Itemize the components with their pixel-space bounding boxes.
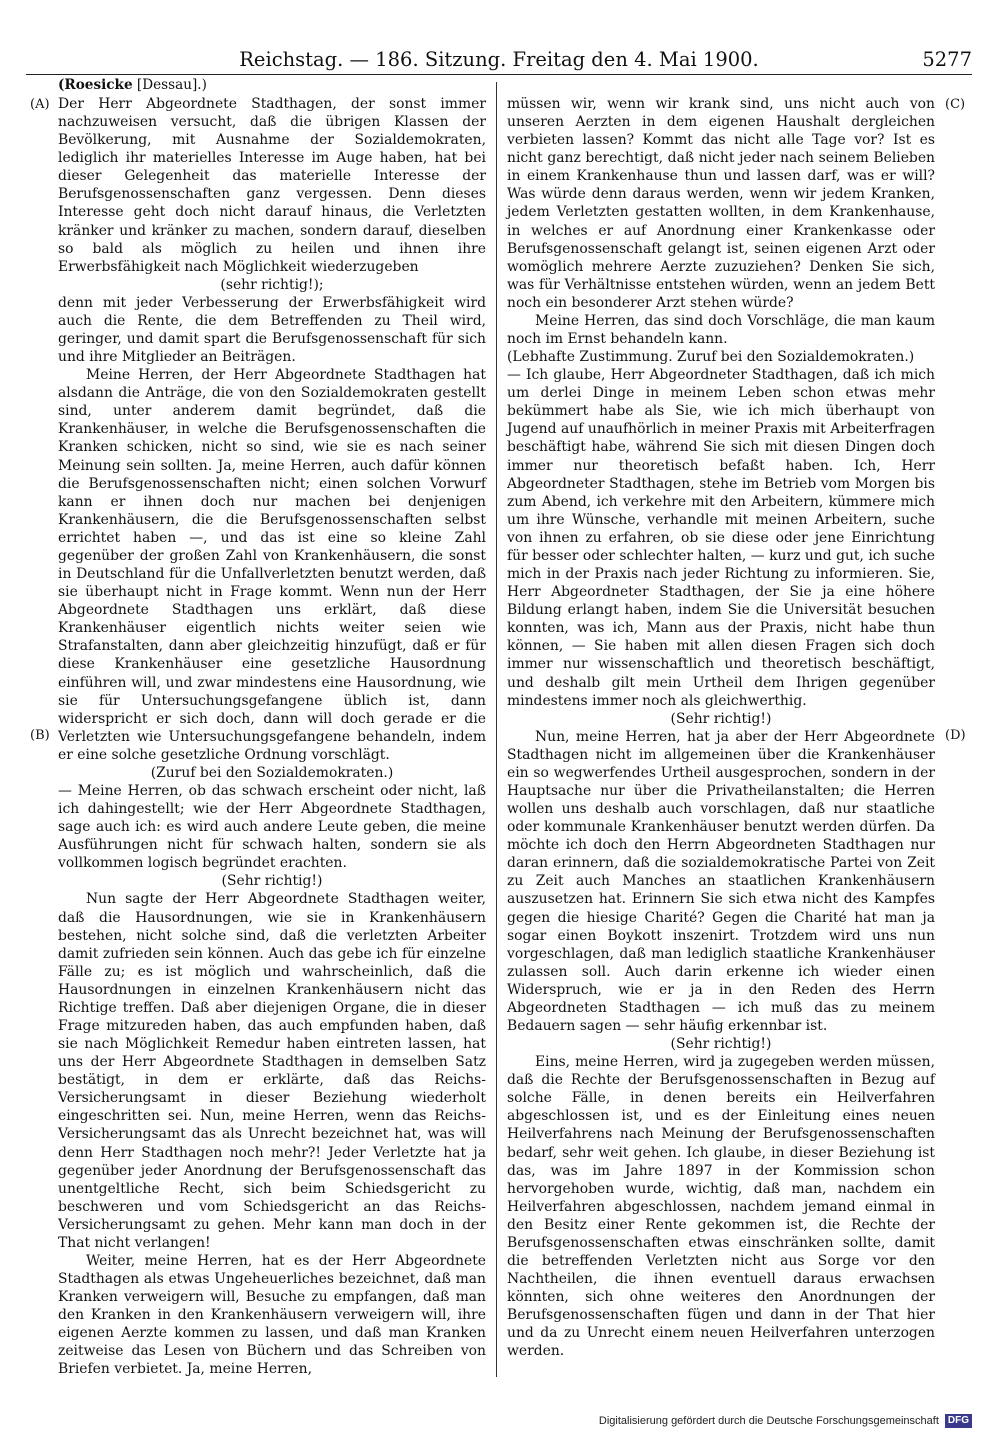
page-header xyxy=(26,44,972,75)
paragraph: — Ich glaube, Herr Abgeordneter Stadthagen, daß ich mich um derlei Dinge in meinem Leben schon etwas mehr bekümmert habe als Sie, wie ich mich überhaupt von Jugend auf unaufhörlich in meiner Praxis mit Arbeiterfragen beschäftigt habe, während Sie sich mit diesen Dingen doch immer nur theoretisch befaßt haben. Ich, Herr Abgeordneter Stadthagen, stehe im Betrieb vom Morgen bis zum Abend, ich verkehre mit den Arbeitern, kümmere mich um ihre Wünsche, verhandle mit meinen Arbeitern, suche von ihnen zu erfahren, ob sie diese oder jene Einrichtung für besser oder schlechter halten, — kurz und gut, ich suche mich in der Praxis nach jeder Richtung zu informieren. Sie, Herr Abgeordneter Stadthagen, der Sie ja eine höhere Bildung erlangt haben, indem Sie die Universität besuchen konnten, was ich, Mann aus der Praxis, nicht habe thun können, — Sie haben mit allen diesen Fragen sich doch immer nur wissenschaftlich und theoretisch beschäftigt, und deshalb gilt mein Urtheil dem Ihrigen gegenüber mindestens immer noch als gleichwerthig. xyxy=(507,367,935,709)
paragraph: Nun sagte der Herr Abgeordnete Stadthagen weiter, daß die Hausordnungen, wie sie in Krankenhäusern bestehen, nicht solche sind, daß die verletzten Arbeiter damit zufrieden sein können. Auch das gebe ich für einzelne Fälle zu; es ist möglich und wahrscheinlich, daß die Hausordnungen in einzelnen Krankenhäusern nicht das Richtige treffen. Daß aber diejenigen Organe, die in dieser Frage mitzureden haben, das auch empfunden haben, daß sie nach Möglichkeit Remedur haben eintreten lassen, hat uns der Herr Abgeordnete Stadthagen in demselben Satz bestätigt, in dem er erklärte, daß das Reichs-Versicherungsamt in dieser Beziehung wiederholt eingeschritten sei. Nun, meine Herren, wenn das Reichs-Versicherungsamt das als Unrecht bezeichnet hat, was will denn Herr Stadthagen noch mehr?! Jeder Verletzte hat ja gegenüber jeder Anordnung der Berufsgenossenschaft das unentgeltliche Recht, sich beim Schiedsgericht zu beschweren und vom Schiedsgericht an das Reichs-Versicherungsamt zu gehen. Mehr kann man doch in der That nicht verlangen! xyxy=(58,891,486,1251)
margin-mark-c: (C) xyxy=(945,97,966,112)
paragraph: — Meine Herren, ob das schwach erscheint oder nicht, laß ich dahingestellt; wie der Herr Abgeordnete Stadthagen, sage auch ich: es wird auch andere Leute geben, die meine Ausführungen nicht für schwach halten, sondern sie als vollkommen logisch begründet erachten. xyxy=(58,782,486,872)
footer-text: Digitalisierung gefördert durch die Deutsche Forschungsgemeinschaft xyxy=(598,1415,939,1427)
interjection: (Sehr richtig!) xyxy=(670,710,772,727)
paragraph: Meine Herren, das sind doch Vorschläge, die man kaum noch im Ernst behandeln kann. xyxy=(507,312,935,348)
speaker-line xyxy=(58,77,207,94)
interjection: (sehr richtig!); xyxy=(220,276,324,293)
paragraph: Der Herr Abgeordnete Stadthagen, der sonst immer nachzuweisen versucht, daß die übrigen Klassen der Bevölkerung, mit Ausnahme der Sozialdemokraten, lediglich ihr materielles Interesse im Auge haben, hat bei dieser Gelegenheit das materielle Interesse der Berufsgenossenschaften ganz vergessen. Denn dieses Interesse geht doch nicht darauf hinaus, die Verletzten kränker und kränker zu machen, sondern darauf, dieselben so bald als möglich zu heilen und ihnen ihre Erwerbsfähigkeit nach Möglichkeit wiederzugeben xyxy=(58,96,486,275)
paragraph: Nun, meine Herren, hat ja aber der Herr Abgeordnete Stadthagen nicht im allgemeinen über die Krankenhäuser ein so wegwerfendes Urtheil ausgesprochen, sondern in der Hauptsache nur über die Privatheilanstalten; die Herren wollen uns deshalb auch vorschlagen, daß nur staatliche oder kommunale Krankenhäuser benutzt werden dürfen. Da möchte ich doch den Herrn Abgeordneten Stadthagen nur daran erinnern, daß die sozialdemokratische Partei von Zeit zu Zeit auch Manches an staatlichen Krankenhäusern auszusetzen hat. Erinnern Sie sich etwa nicht des Kampfes gegen die hiesige Charité? Gegen die Charité hat man ja sogar einen Boykott inszenirt. Trotzdem wird uns nun vorgeschlagen, daß man lediglich staatliche Krankenhäuser zulassen soll. Auch darin erkenne ich wieder einen Widerspruch, wie er ja in den Reden des Herrn Abgeordneten Stadthagen — ich muß das zu meinem Bedauern sagen — sehr häufig erkennbar ist. xyxy=(507,728,935,1034)
page-number: 5277 xyxy=(922,48,972,71)
paragraph: denn mit jeder Verbesserung der Erwerbsfähigkeit wird auch die Rente, die dem Betreffenden zu Theil wird, geringer, und damit spart die Berufsgenossenschaft für sich und ihre Mitglieder an Beiträgen. xyxy=(58,294,486,366)
speaker-name: (Roesicke xyxy=(58,77,133,93)
speaker-place: [Dessau].) xyxy=(132,77,207,93)
left-column xyxy=(58,95,486,1379)
header-title: Reichstag. — 186. Sitzung. Freitag den 4. Mai 1900. xyxy=(239,48,759,71)
footer xyxy=(599,1414,972,1428)
margin-mark-a: (A) xyxy=(30,97,50,112)
dfg-logo: DFG xyxy=(945,1414,972,1428)
interjection: (Lebhafte Zustimmung. Zuruf bei den Sozialdemokraten.) xyxy=(507,349,915,366)
paragraph: Eins, meine Herren, wird ja zugegeben werden müssen, daß die Rechte der Berufsgenossenschaften in Bezug auf solche Fälle, in denen bereits ein Heilverfahren abgeschlossen ist, und es der Einleitung eines neuen Heilverfahrens nach Meinung der Berufsgenossenschaften bedarf, sehr weit gehen. Ich glaube, in dieser Beziehung ist das, was im Jahre 1897 in der Kommission schon hervorgehoben wurde, wichtig, daß man, nachdem ein Heilverfahren abgeschlossen, nachdem jemand einmal in den Besitz einer Rente gekommen ist, die Rechte der Berufsgenossenschaften etwas einschränken sollte, damit die betreffenden Verletzten nicht aus Sorge vor den Nachtheilen, die ihnen eventuell daraus erwachsen könnten, sich ohne weiteres den Anordnungen der Berufsgenossenschaften fügen und dann in der That hier und da zu Unrecht einem neuen Heilverfahren unterzogen werden. xyxy=(507,1054,935,1360)
interjection: (Zuruf bei den Sozialdemokraten.) xyxy=(150,764,394,781)
paragraph: Weiter, meine Herren, hat es der Herr Abgeordnete Stadthagen als etwas Ungeheuerliches bezeichnet, daß man Kranken verweigern will, Besuche zu empfangen, daß man den Kranken in den Krankenhäusern verweigern will, ihre eigenen Aerzte kommen zu lassen, und daß man Kranken zeitweise das Lesen von Büchern und das Schreiben von Briefen verbietet. Ja, meine Herren, xyxy=(58,1253,486,1378)
column-divider xyxy=(496,82,497,1377)
interjection: (Sehr richtig!) xyxy=(221,873,323,890)
paragraph: Meine Herren, der Herr Abgeordnete Stadthagen hat alsdann die Anträge, die von den Sozialdemokraten gestellt sind, unter anderem damit begründet, daß die Krankenhäuser, in welche die Berufsgenossenschaften die Kranken schicken, nicht so sind, wie sie es nach seiner Meinung sein sollten. Ja, meine Herren, auch dafür können die Berufsgenossenschaften nicht; einen solchen Vorwurf kann er ihnen doch nur machen bei denjenigen Krankenhäusern, die die Berufsgenossenschaften selbst errichtet haben —, und das ist eine so kleine Zahl gegenüber der großen Zahl von Krankenhäusern, die sonst in Deutschland für die Unfallverletzten benutzt werden, daß sie überhaupt nicht in Frage kommt. Wenn nun der Herr Abgeordnete Stadthagen uns erklärt, daß diese Krankenhäuser eigentlich nichts weiter seien wie Strafanstalten, dann aber gleichzeitig hinzufügt, daß er für diese Krankenhäuser eine gesetzliche Hausordnung einführen will, und zwar mindestens eine Hausordnung, wie sie für Untersuchungsgefangene üblich ist, dann widerspricht er sich doch, dann will doch gerade er die Verletzten wie Untersuchungsgefangene behandeln, indem er eine solche gesetzliche Ordnung vorschlägt. xyxy=(58,367,486,763)
margin-mark-b: (B) xyxy=(30,728,50,743)
interjection: (Sehr richtig!) xyxy=(670,1036,772,1053)
margin-mark-d: (D) xyxy=(945,728,966,743)
paragraph: müssen wir, wenn wir krank sind, uns nicht auch von unseren Aerzten in dem eigenen Haushalt dergleichen verbieten lassen? Kommt das nicht alle Tage vor? Ist es nicht ganz berechtigt, daß nicht jeder nach seinem Belieben in einem Krankenhause thun und lassen darf, was er will? Was würde denn daraus werden, wenn wir jedem Kranken, jedem Verletzten gestatten wollten, in dem Krankenhause, in welches er auf Anordnung einer Krankenkasse oder Berufsgenossenschaft gelangt ist, seinen eigenen Arzt oder womöglich mehrere Aerzte zuzuziehen? Denken Sie sich, was für Verhältnisse entstehen würden, wenn an jedem Bett noch ein besonderer Arzt stehen würde? xyxy=(507,96,935,311)
right-column xyxy=(507,95,935,1360)
